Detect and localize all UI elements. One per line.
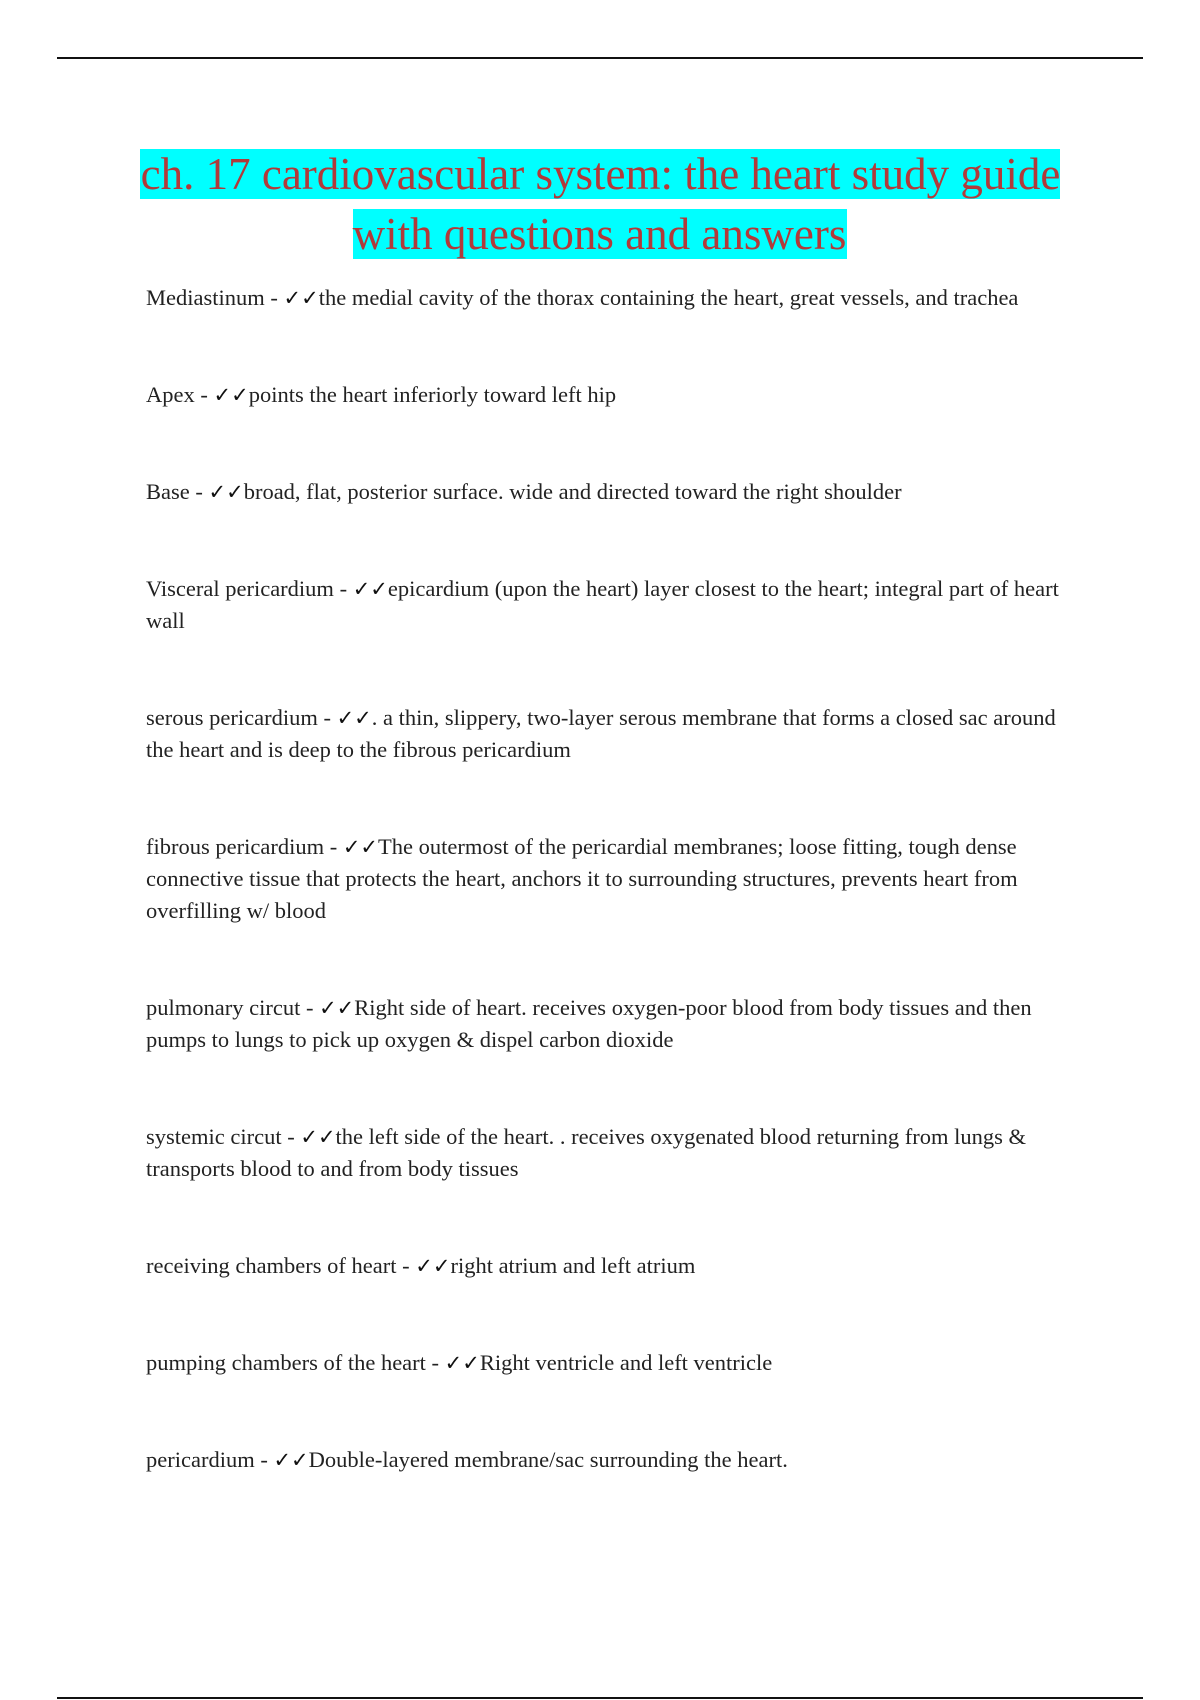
check-mark-icon: ✓✓ <box>415 1254 451 1278</box>
check-mark-icon: ✓✓ <box>444 1351 480 1375</box>
check-mark-icon: ✓✓ <box>208 480 244 504</box>
bottom-rule <box>57 1697 1143 1699</box>
check-mark-icon: ✓✓ <box>319 996 355 1020</box>
entry-definition: the medial cavity of the thorax containing the heart, great vessels, and trachea <box>318 285 1019 310</box>
entry-term: fibrous pericardium <box>146 834 325 859</box>
entry-definition: Right ventricle and left ventricle <box>479 1350 773 1375</box>
entry-definition: the left side of the heart. . receives oxygenated blood returning from lungs & transports blood to and from body tissues <box>146 1124 1026 1181</box>
check-mark-icon: ✓✓ <box>336 706 372 730</box>
list-item: pulmonary circut - ✓✓Right side of heart. receives oxygen-poor blood from body tissues and then pumps to lungs to pick up oxygen & dispel carbon dioxide <box>146 995 1032 1052</box>
entry-term: Visceral pericardium <box>146 576 334 601</box>
document-title-text: ch. 17 cardiovascular system: the heart study guide with questions and answers <box>140 149 1061 259</box>
entry-definition: The outermost of the pericardial membranes; loose fitting, tough dense connective tissue that protects the heart, anchors it to surrounding structures, prevents heart from overfilling w/ blood <box>146 834 1018 923</box>
check-mark-icon: ✓✓ <box>213 383 249 407</box>
list-item: Apex - ✓✓points the heart inferiorly toward left hip <box>146 382 617 407</box>
check-mark-icon: ✓✓ <box>273 1448 309 1472</box>
entry-definition: Right side of heart. receives oxygen-poor blood from body tissues and then pumps to lungs to pick up oxygen & dispel carbon dioxide <box>146 995 1032 1052</box>
entry-term: Mediastinum <box>146 285 265 310</box>
list-item: serous pericardium - ✓✓. a thin, slippery, two-layer serous membrane that forms a closed sac around the heart and is deep to the fibrous pericardium <box>146 705 1056 762</box>
entry-definition: Double-layered membrane/sac surrounding the heart. <box>308 1447 788 1472</box>
entry-term: systemic circut <box>146 1124 282 1149</box>
entry-term: serous pericardium <box>146 705 318 730</box>
entry-term: Base <box>146 479 190 504</box>
list-item: Mediastinum - ✓✓the medial cavity of the thorax containing the heart, great vessels, and trachea <box>146 285 1019 310</box>
entry-definition: points the heart inferiorly toward left hip <box>248 382 617 407</box>
list-item: Base - ✓✓broad, flat, posterior surface. wide and directed toward the right shoulder <box>146 479 902 504</box>
check-mark-icon: ✓✓ <box>283 286 319 310</box>
list-item: systemic circut - ✓✓the left side of the heart. . receives oxygenated blood returning from lungs & transports blood to and from body tissues <box>146 1124 1026 1181</box>
list-item: pumping chambers of the heart - ✓✓Right ventricle and left ventricle <box>146 1350 773 1375</box>
check-mark-icon: ✓✓ <box>352 577 388 601</box>
entry-list <box>146 282 1066 1541</box>
check-mark-icon: ✓✓ <box>300 1125 336 1149</box>
list-item: pericardium - ✓✓Double-layered membrane/sac surrounding the heart. <box>146 1447 788 1472</box>
top-rule <box>57 57 1143 59</box>
list-item: Visceral pericardium - ✓✓epicardium (upon the heart) layer closest to the heart; integral part of heart wall <box>146 576 1059 633</box>
entry-term: pericardium <box>146 1447 255 1472</box>
entry-definition: epicardium (upon the heart) layer closest to the heart; integral part of heart wall <box>146 576 1059 633</box>
entry-term: pulmonary circut <box>146 995 301 1020</box>
document-title <box>100 144 1100 264</box>
entry-term: Apex <box>146 382 195 407</box>
list-item: receiving chambers of heart - ✓✓right atrium and left atrium <box>146 1253 696 1278</box>
entry-definition: broad, flat, posterior surface. wide and directed toward the right shoulder <box>243 479 902 504</box>
entry-definition: . a thin, slippery, two-layer serous membrane that forms a closed sac around the heart and is deep to the fibrous pericardium <box>146 705 1056 762</box>
entry-term: pumping chambers of the heart <box>146 1350 426 1375</box>
list-item: fibrous pericardium - ✓✓The outermost of the pericardial membranes; loose fitting, tough dense connective tissue that protects the heart, anchors it to surrounding structures, prevents heart from overfilling w/ blood <box>146 834 1018 923</box>
entry-term: receiving chambers of heart <box>146 1253 397 1278</box>
entry-definition: right atrium and left atrium <box>450 1253 696 1278</box>
check-mark-icon: ✓✓ <box>342 835 379 859</box>
